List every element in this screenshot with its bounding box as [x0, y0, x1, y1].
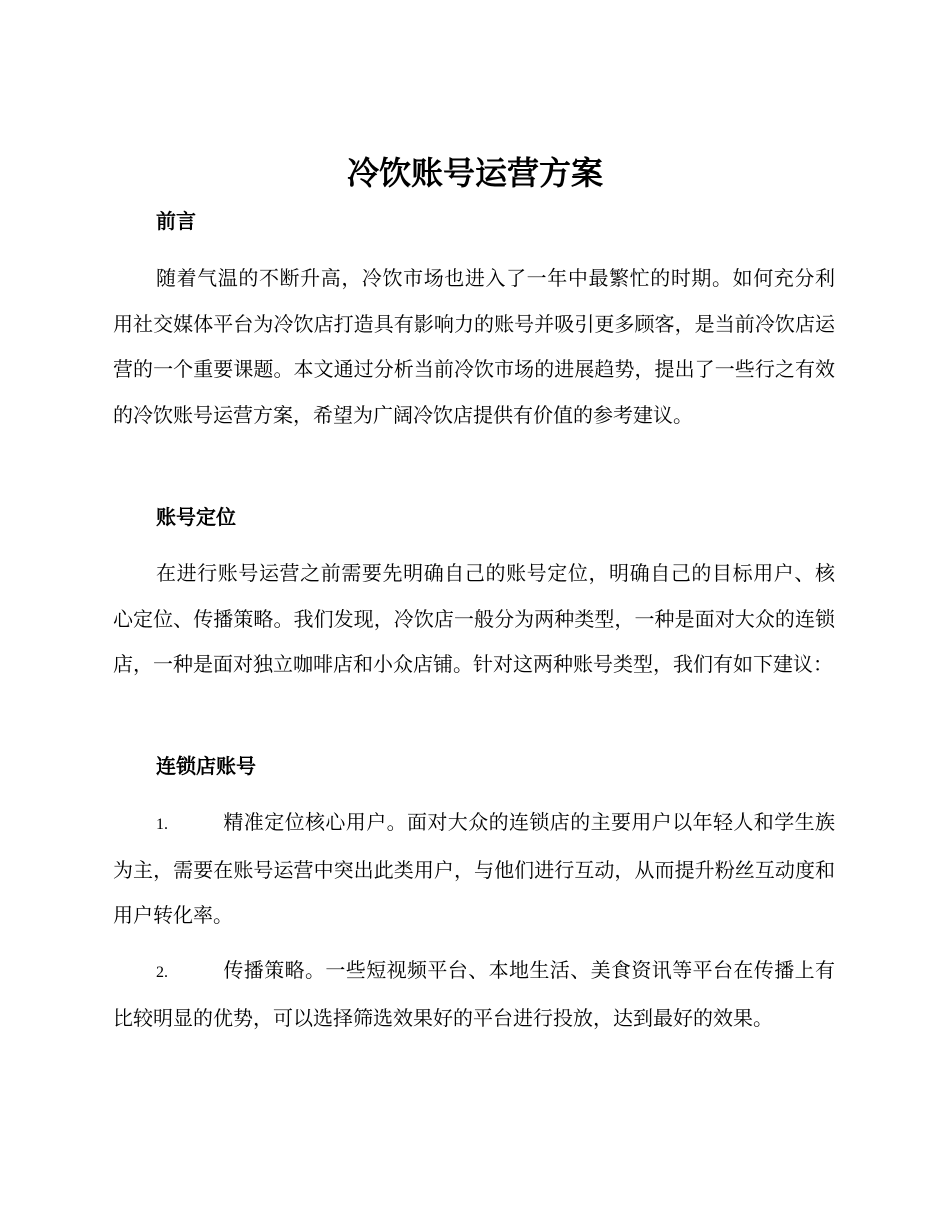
list-item-number: 2. — [156, 964, 168, 981]
chain-store-heading: 连锁店账号 — [156, 754, 256, 778]
preface-heading: 前言 — [156, 209, 196, 233]
list-item-text: 精准定位核心用户。面对大众的连锁店的主要用户以年轻人和学生族为主，需要在账号运营中突出此类用户，与他们进行互动，从而提升粉丝互动度和用户转化率。 — [113, 810, 835, 928]
list-item-number: 1. — [156, 816, 168, 833]
document-title: 冷饮账号运营方案 — [346, 154, 603, 192]
preface-paragraph: 随着气温的不断升高，冷饮市场也进入了一年中最繁忙的时期。如何充分利用社交媒体平台为冷饮店打造具有影响力的账号并吸引更多顾客，是当前冷饮店运营的一个重要课题。本文通过分析当前冷饮市场的进展趋势，提出了一些行之有效的冷饮账号运营方案，希望为广阔冷饮店提供有价值的参考建议。 — [113, 266, 835, 427]
list-item — [113, 800, 835, 939]
positioning-heading: 账号定位 — [156, 505, 236, 529]
positioning-paragraph: 在进行账号运营之前需要先明确自己的账号定位，明确自己的目标用户、核心定位、传播策略。我们发现，冷饮店一般分为两种类型，一种是面对大众的连锁店，一种是面对独立咖啡店和小众店铺。针对这两种账号类型，我们有如下建议： — [113, 561, 835, 677]
list-item-text: 传播策略。一些短视频平台、本地生活、美食资讯等平台在传播上有比较明显的优势，可以选择筛选效果好的平台进行投放，达到最好的效果。 — [113, 958, 835, 1030]
list-item — [113, 948, 835, 1041]
